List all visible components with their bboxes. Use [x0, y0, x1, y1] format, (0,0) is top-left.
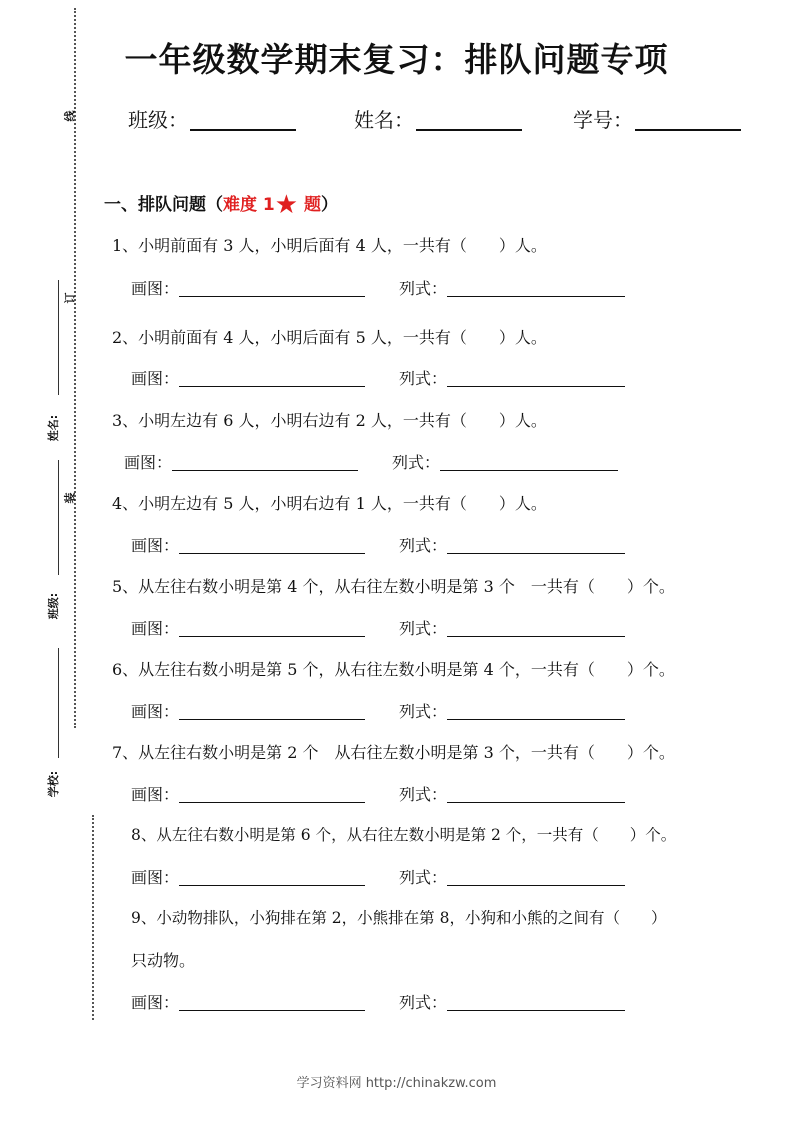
formula-label: 列式：: [399, 993, 448, 1012]
formula-label: 列式：: [399, 369, 448, 388]
draw-label: 画图：: [131, 619, 180, 638]
margin-school-label: 学校:: [47, 770, 61, 798]
draw-label: 画图：: [131, 279, 180, 298]
draw-blank[interactable]: [179, 620, 365, 637]
section-suffix: ）: [320, 195, 338, 215]
formula-label: 列式：: [399, 868, 448, 887]
draw-blank[interactable]: [179, 280, 365, 297]
question-9-continuation: 只动物。: [131, 951, 196, 970]
formula-blank[interactable]: [447, 537, 625, 554]
class-blank[interactable]: [190, 109, 296, 131]
footer-watermark: 学习资料网 http://chinakzw.com: [296, 1076, 497, 1091]
question-6: 6、从左往右数小明是第 5 个，从右往左数小明是第 4 个，一共有（ ）个。: [112, 660, 675, 679]
draw-label: 画图：: [131, 536, 180, 555]
margin-line-char: 线: [63, 110, 77, 122]
margin-install-char: 装: [63, 492, 77, 504]
formula-blank[interactable]: [447, 994, 625, 1011]
formula-blank[interactable]: [440, 454, 618, 471]
formula-label: 列式：: [399, 785, 448, 804]
answer-row-8: [131, 865, 625, 888]
answer-row-3: [124, 450, 618, 473]
answer-row-5: [131, 616, 625, 639]
formula-blank[interactable]: [447, 703, 625, 720]
answer-row-7: [131, 782, 625, 805]
difficulty-suffix: 题: [298, 195, 321, 215]
formula-label: 列式：: [392, 453, 441, 472]
formula-blank[interactable]: [447, 786, 625, 803]
draw-blank[interactable]: [179, 703, 365, 720]
answer-row-1: [131, 276, 625, 299]
margin-bind-char: 订: [63, 292, 77, 304]
answer-row-4: [131, 533, 625, 556]
draw-label: 画图：: [124, 453, 173, 472]
formula-blank[interactable]: [447, 620, 625, 637]
question-8: 8、从左往右数小明是第 6 个，从右往左数小明是第 2 个，一共有（ ）个。: [131, 826, 677, 844]
question-7: 7、从左往右数小明是第 2 个 从右往左数小明是第 3 个，一共有（ ）个。: [112, 743, 675, 762]
draw-blank[interactable]: [172, 454, 358, 471]
id-field: [573, 104, 741, 133]
star-icon: ★: [274, 190, 299, 220]
question-2: 2、小明前面有 4 人，小明后面有 5 人，一共有（ ）人。: [112, 328, 547, 347]
draw-label: 画图：: [131, 785, 180, 804]
section-heading: [104, 190, 338, 220]
id-blank[interactable]: [635, 109, 741, 131]
formula-blank[interactable]: [447, 280, 625, 297]
margin-name-rule: [58, 280, 59, 395]
margin-name-label: 姓名:: [47, 414, 61, 442]
page-title: 一年级数学期末复习：排队问题专项: [124, 40, 669, 79]
name-blank[interactable]: [416, 109, 522, 131]
formula-blank[interactable]: [447, 370, 625, 387]
question-5: 5、从左往右数小明是第 4 个，从右往左数小明是第 3 个 一共有（ ）个。: [112, 577, 675, 596]
draw-blank[interactable]: [179, 370, 365, 387]
formula-label: 列式：: [399, 619, 448, 638]
class-field: [128, 104, 296, 133]
binding-dotted-line-lower: [92, 815, 94, 1020]
difficulty-label: 难度 1: [223, 195, 275, 215]
question-3: 3、小明左边有 6 人，小明右边有 2 人，一共有（ ）人。: [112, 411, 547, 430]
answer-row-6: [131, 699, 625, 722]
name-field: [354, 104, 522, 133]
draw-label: 画图：: [131, 993, 180, 1012]
name-label: 姓名：: [354, 108, 414, 132]
question-1: 1、小明前面有 3 人，小明后面有 4 人，一共有（ ）人。: [112, 236, 547, 255]
margin-class-rule: [58, 460, 59, 575]
margin-class-label: 班级:: [47, 592, 61, 620]
draw-label: 画图：: [131, 369, 180, 388]
section-prefix: 一、排队问题（: [104, 195, 223, 215]
formula-label: 列式：: [399, 536, 448, 555]
id-label: 学号：: [573, 108, 633, 132]
question-9: 9、小动物排队，小狗排在第 2，小熊排在第 8，小狗和小熊的之间有（ ）: [131, 909, 667, 927]
draw-blank[interactable]: [179, 537, 365, 554]
draw-label: 画图：: [131, 868, 180, 887]
formula-label: 列式：: [399, 279, 448, 298]
answer-row-2: [131, 366, 625, 389]
answer-row-9: [131, 990, 625, 1013]
formula-label: 列式：: [399, 702, 448, 721]
draw-blank[interactable]: [179, 869, 365, 886]
question-4: 4、小明左边有 5 人，小明右边有 1 人，一共有（ ）人。: [112, 494, 547, 513]
formula-blank[interactable]: [447, 869, 625, 886]
class-label: 班级：: [128, 108, 188, 132]
margin-school-rule: [58, 648, 59, 758]
draw-blank[interactable]: [179, 786, 365, 803]
draw-label: 画图：: [131, 702, 180, 721]
draw-blank[interactable]: [179, 994, 365, 1011]
